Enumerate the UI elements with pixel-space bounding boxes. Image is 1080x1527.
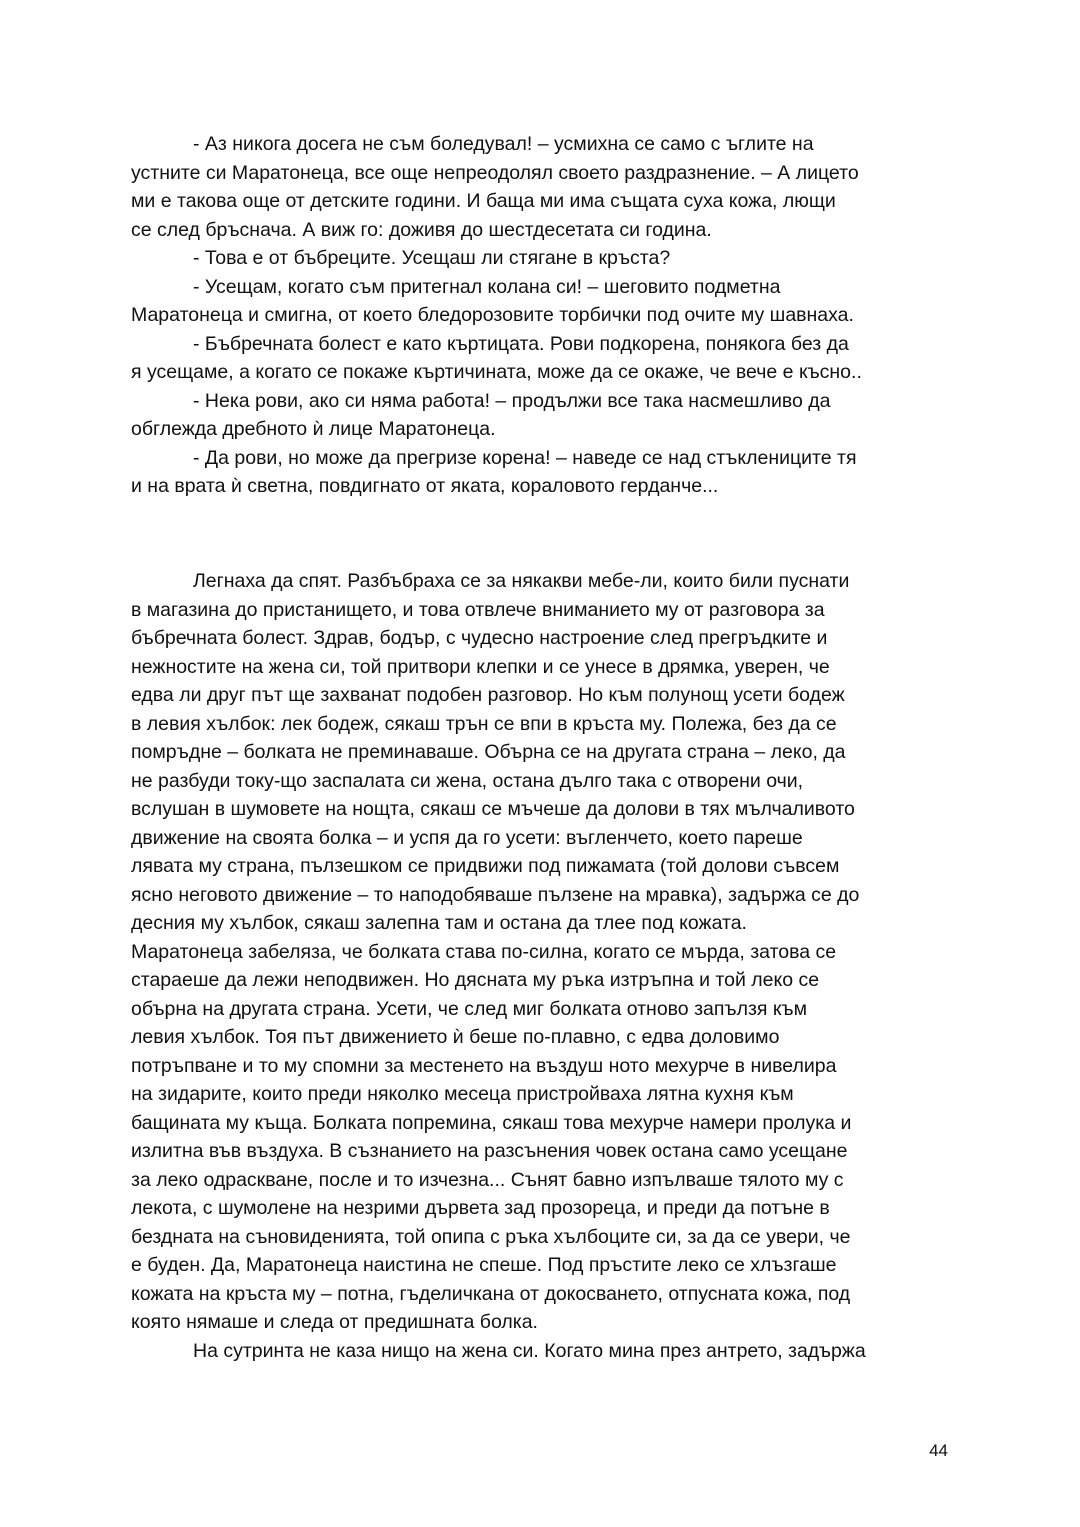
text-line: стараеше да лежи неподвижен. Но дясната му ръка изтръпна и той леко се [131,969,820,991]
narrative-section [131,567,961,1365]
dialogue-section [131,130,961,501]
text-line: бъбречната болест. Здрав, бодър, с чудесно настроение след прегръдките и [131,627,828,649]
text-line: е буден. Да, Маратонеца наистина не спеше. Под пръстите леко се хлъзгаше [131,1254,837,1276]
text-line: - Бъбречната болест е като къртицата. Рови подкорена, понякога без да [193,332,849,355]
text-line: нежностите на жена си, той притвори клепки и се унесе в дрямка, уверен, че [131,655,830,678]
text-line: кожата на кръста му – потна, гъделичкана от докосването, отпусната кожа, под [131,1282,851,1305]
text-line: бащината му къща. Болката попремина, сякаш това мехурче намери пролука и [131,1111,852,1134]
text-line: На сутринта не каза нищо на жена си. Когато мина през антрето, задържа [193,1339,866,1362]
text-line: бездната на съновиденията, той опипа с ръка хълбоците си, за да се увери, че [131,1225,851,1248]
text-line: обърна на другата страна. Усети, че след миг болката отново запълзя към [131,997,808,1020]
text-line: десния му хълбок, сякаш залепна там и остана да тлее под кожата. [131,912,747,934]
text-line: в магазина до пристанището, и това отвлече вниманието му от разговора за [131,598,825,621]
text-line: - Това е от бъбреците. Усещаш ли стягане в кръста? [193,247,671,269]
text-line: устните си Маратонеца, все още непреодолял своето раздразнение. – А лицето [131,161,859,184]
text-line: и на врата ѝ светна, повдигнато от яката, кораловото герданче... [131,475,719,497]
text-line: на зидарите, които преди няколко месеца пристройваха лятна кухня към [131,1083,794,1105]
page-number: 44 [929,1441,948,1460]
text-line: помръдне – болката не преминаваше. Обърна се на другата страна – леко, да [131,741,846,763]
text-line: която нямаше и следа от предишната болка. [131,1311,538,1333]
text-line: обглежда дребното ѝ лице Маратонеца. [131,418,496,440]
text-line: - Нека рови, ако си няма работа! – продължи все така насмешливо да [193,389,831,412]
text-line: в левия хълбок: лек бодеж, сякаш трън се впи в кръста му. Полежа, без да се [131,712,837,735]
text-line: я усещаме, а когато се покаже къртичината, може да се окаже, че вече е късно.. [131,361,862,383]
text-line: за леко одраскване, после и то изчезна... Сънят бавно изпълваше тялото му с [131,1168,844,1191]
text-line: излитна във въздуха. В съзнанието на разсънения човек остана само усещане [131,1140,848,1162]
text-line: едва ли друг път ще захванат подобен разговор. Но към полунощ усети бодеж [131,684,845,706]
text-line: потръпване и то му спомни за местенето на въздуш ното мехурче в нивелира [131,1054,837,1077]
text-line: Маратонеца и смигна, от което бледорозовите торбички под очите му шавнаха. [131,304,854,326]
text-line: - Аз никога досега не съм боледувал! – усмихна се само с ъглите на [193,133,814,155]
text-line: вслушан в шумовете на нощта, сякаш се мъчеше да долови в тях мълчаливото [131,798,855,820]
text-line: Маратонеца забеляза, че болката става по-силна, когато се мърда, затова се [131,940,837,963]
text-line: ясно неговото движение – то наподобяваше пълзене на мравка), задържа се до [131,883,860,906]
text-line: Легнаха да спят. Разбъбраха се за някакви мебе-ли, които били пуснати [193,570,850,592]
text-line: - Усещам, когато съм притегнал колана си! – шеговито подметна [193,275,781,298]
text-line: лявата му страна, пълзешком се придвижи под пижамата (той долови съвсем [131,855,840,877]
text-line: ми е такова още от детските години. И баща ми има същата суха кожа, лющи [131,190,836,212]
text-line: се след бръснача. А виж го: доживя до шестдесетата си година. [131,218,712,241]
text-line: не разбуди току-що заспалата си жена, остана дълго така с отворени очи, [131,769,804,792]
text-line: лекота, с шумолене на незрими дървета зад прозореца, и преди да потъне в [131,1197,830,1219]
text-line: - Да рови, но може да прегризе корена! – наведе се над стъклениците тя [193,446,857,469]
text-line: движение на своята болка – и успя да го усети: въгленчето, което пареше [131,826,803,849]
text-line: левия хълбок. Тоя път движението ѝ беше по-плавно, с едва доловимо [131,1026,780,1048]
